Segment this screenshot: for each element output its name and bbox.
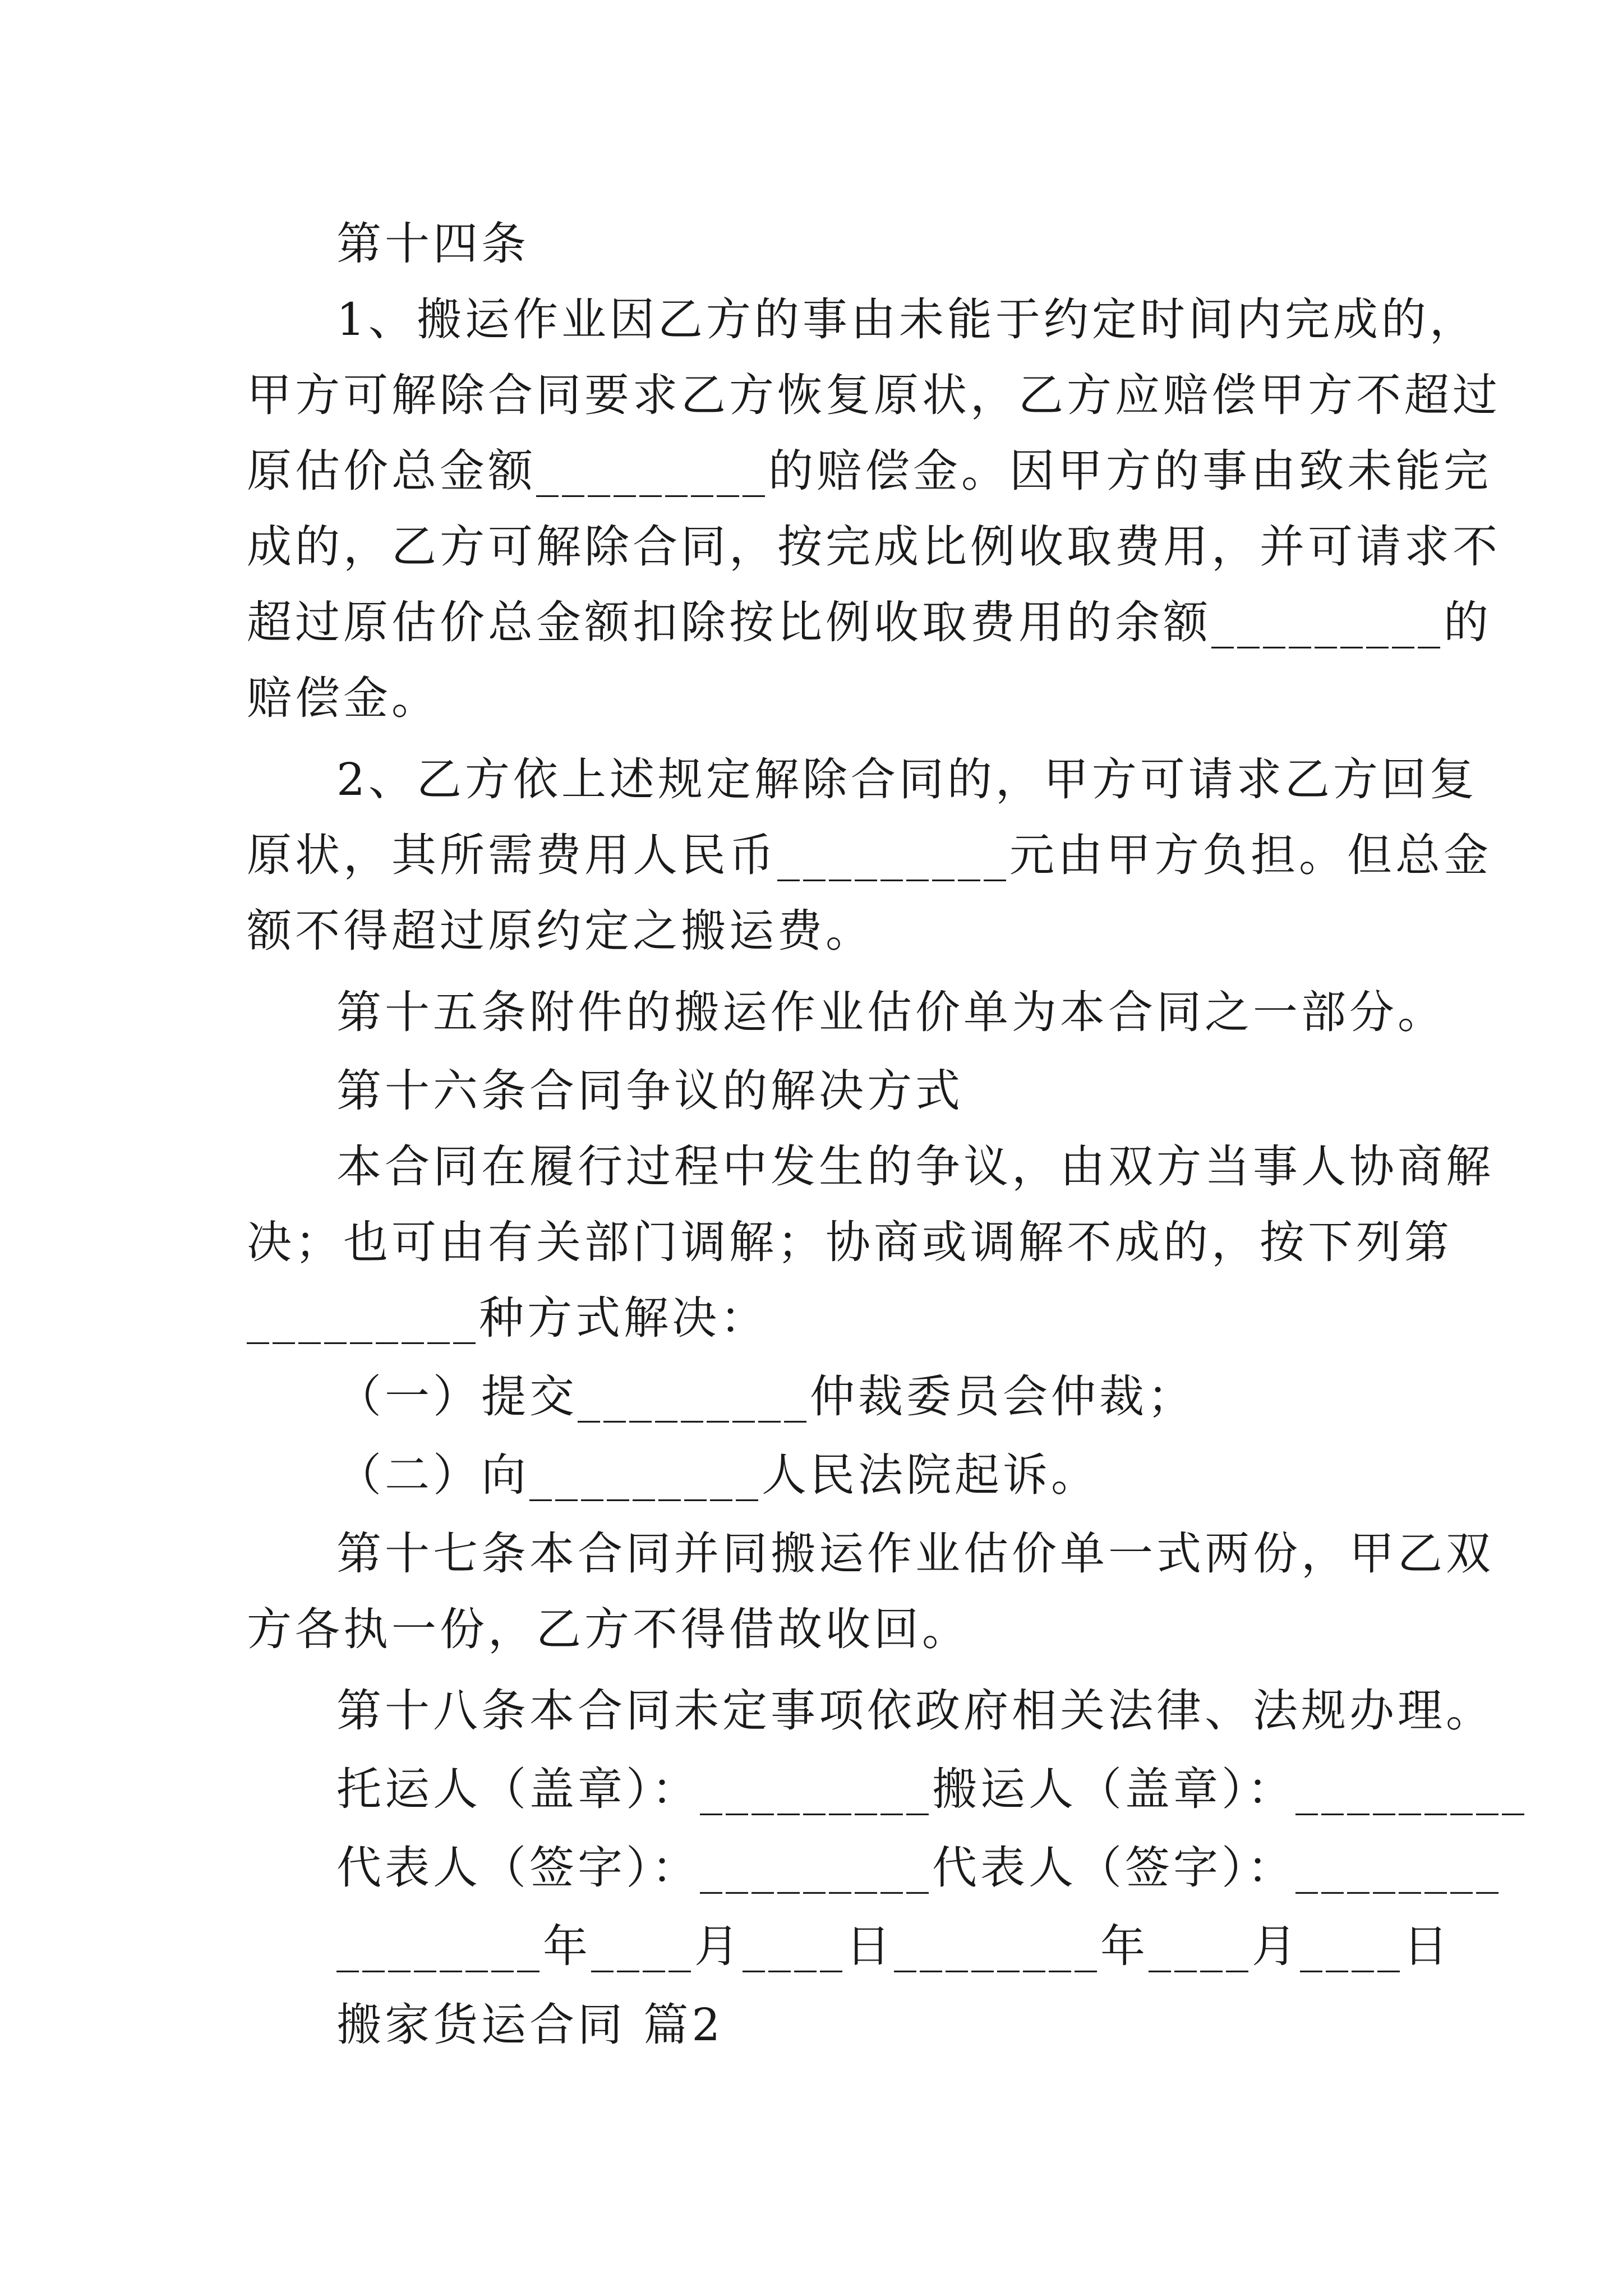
article-17-line-1: 第十七条本合同并同搬运作业估价单一式两份，甲乙双 <box>336 1527 1494 1580</box>
article-17-line-2: 方各执一份，乙方不得借故收回。 <box>247 1603 970 1655</box>
article-14-clause-1-line-1: 1、搬运作业因乙方的事由未能于约定时间内完成的， <box>336 293 1478 346</box>
signature-seal-line: 托运人（盖章）：_________搬运人（盖章）：_________ <box>336 1763 1528 1815</box>
article-16-body-line-3: _________种方式解决： <box>247 1292 768 1344</box>
signature-representative-line: 代表人（签字）：_________代表人（签字）：________ <box>336 1842 1502 1894</box>
article-16-body-line-1: 本合同在履行过程中发生的争议，由双方当事人协商解 <box>336 1140 1494 1193</box>
article-14-clause-2-line-2: 原状，其所需费用人民币_________元由甲方负担。但总金 <box>247 829 1492 881</box>
article-14-clause-1-line-6: 赔偿金。 <box>247 672 440 724</box>
section-title-part-2: 搬家货运合同 篇2 <box>336 1999 724 2051</box>
article-14-clause-1-line-2: 甲方可解除合同要求乙方恢复原状，乙方应赔偿甲方不超过 <box>247 369 1501 421</box>
article-14-clause-1-line-5: 超过原估价总金额扣除按比例收取费用的余额_________的 <box>247 596 1492 648</box>
article-14-clause-1-line-3: 原估价总金额_________的赔偿金。因甲方的事由致未能完 <box>247 445 1492 497</box>
article-14-heading: 第十四条 <box>336 218 529 270</box>
article-14-clause-2-line-1: 2、乙方依上述规定解除合同的，甲方可请求乙方回复 <box>336 753 1478 806</box>
article-15: 第十五条附件的搬运作业估价单为本合同之一部分。 <box>336 986 1446 1038</box>
article-14-clause-2-line-3: 额不得超过原约定之搬运费。 <box>247 905 874 957</box>
article-16-heading: 第十六条合同争议的解决方式 <box>336 1065 963 1117</box>
article-18: 第十八条本合同未定事项依政府相关法律、法规办理。 <box>336 1685 1494 1737</box>
article-16-body-line-2: 决；也可由有关部门调解；协商或调解不成的，按下列第 <box>247 1216 1453 1268</box>
article-16-option-2: （二）向_________人民法院起诉。 <box>336 1449 1099 1501</box>
signature-date-line: ________年____月____日________年____月____日 <box>336 1920 1451 1972</box>
article-16-option-1: （一）提交_________仲裁委员会仲裁； <box>336 1370 1196 1423</box>
article-14-clause-1-line-4: 成的，乙方可解除合同，按完成比例收取费用，并可请求不 <box>247 521 1501 573</box>
